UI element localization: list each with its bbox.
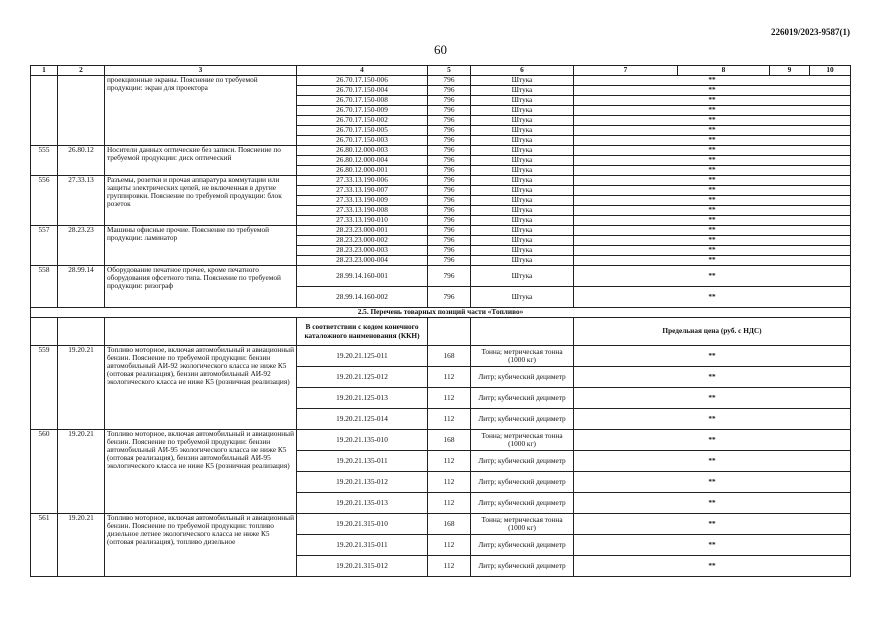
table-row [31,176,851,186]
ktru-code: 28.23.23.000-001 [297,226,428,236]
unit-name: Штука [471,266,574,287]
price-cell: ** [574,226,851,236]
okpd-code: 26.80.12 [58,146,105,176]
item-number: 555 [31,146,58,176]
price-cell: ** [574,126,851,136]
ktru-code: 26.80.12.000-001 [297,166,428,176]
ktru-code: 28.23.23.000-002 [297,236,428,246]
price-cell: ** [574,430,851,451]
unit-name: Штука [471,287,574,308]
ktru-code: 27.33.13.190-008 [297,206,428,216]
price-cell: ** [574,514,851,535]
price-cell: ** [574,136,851,146]
table-row [31,514,851,535]
item-description: Топливо моторное, включая автомобильный и авиационный бензин. Пояснение по требуемой продукции: бензин автомобильный АИ-92 экологического класса не ниже К5 (оптовая реализация), бензин автомобильный АИ-92 экологического класса не ниже К5 (розничная реализация) [105,346,297,430]
okei-code: 168 [428,514,471,535]
ktru-code: 28.99.14.160-002 [297,287,428,308]
page-number: 60 [434,42,447,57]
ktru-code: 19.20.21.315-012 [297,556,428,577]
section-header-row [31,318,851,346]
ktru-code: 27.33.13.190-009 [297,196,428,206]
empty-cell [428,318,471,346]
ktru-code: 19.20.21.135-012 [297,472,428,493]
column-number-row [31,66,851,76]
unit-name: Литр; кубический дециметр [471,472,574,493]
price-cell: ** [574,246,851,256]
okpd-code: 19.20.21 [58,430,105,514]
unit-name: Штука [471,176,574,186]
table-row [31,76,851,86]
empty-cell [105,318,297,346]
price-cell: ** [574,166,851,176]
okei-code: 796 [428,76,471,86]
column-number: 1 [31,66,58,76]
section-title: 2.5. Перечень товарных позиций части «Топливо» [31,308,851,318]
item-description: проекционные экраны. Пояснение по требуемой продукции: экран для проектора [105,76,297,146]
ktru-code: 27.33.13.190-007 [297,186,428,196]
ktru-code: 26.70.17.150-004 [297,86,428,96]
column-number: 2 [58,66,105,76]
empty-cell [471,318,574,346]
table-row [31,226,851,236]
unit-name: Штука [471,206,574,216]
kkn-header: В соответствии с кодом конечного каталожного наименования (ККН) [297,318,428,346]
price-cell: ** [574,236,851,246]
column-number: 7 [574,66,678,76]
empty-cell [58,318,105,346]
okei-code: 796 [428,196,471,206]
unit-name: Штука [471,96,574,106]
item-number: 561 [31,514,58,577]
unit-name: Штука [471,236,574,246]
price-cell: ** [574,186,851,196]
item-description: Машины офисные прочие. Пояснение по требуемой продукции: ламинатор [105,226,297,266]
ktru-code: 27.33.13.190-006 [297,176,428,186]
unit-name: Литр; кубический дециметр [471,367,574,388]
unit-name: Литр; кубический дециметр [471,409,574,430]
item-number: 558 [31,266,58,308]
ktru-code: 26.80.12.000-004 [297,156,428,166]
procurement-table [30,65,851,577]
okei-code: 112 [428,535,471,556]
okei-code: 796 [428,206,471,216]
item-description: Топливо моторное, включая автомобильный и авиационный бензин. Пояснение по требуемой продукции: топливо дизельное летнее экологического класса не ниже К5 (оптовая реализация), топливо дизельное [105,514,297,577]
item-description: Носители данных оптические без записи. Пояснение по требуемой продукции: диск оптический [105,146,297,176]
price-cell: ** [574,96,851,106]
column-number: 3 [105,66,297,76]
unit-name: Штука [471,156,574,166]
ktru-code: 26.80.12.000-003 [297,146,428,156]
price-cell: ** [574,216,851,226]
item-number: 557 [31,226,58,266]
unit-name: Литр; кубический дециметр [471,388,574,409]
ktru-code: 26.70.17.150-005 [297,126,428,136]
okei-code: 112 [428,451,471,472]
item-description: Оборудование печатное прочее, кроме печатного оборудования офсетного типа. Пояснение по требуемой продукции: ризограф [105,266,297,308]
item-number: 560 [31,430,58,514]
price-cell: ** [574,266,851,287]
okei-code: 112 [428,472,471,493]
unit-name: Штука [471,226,574,236]
item-description: Разъемы, розетки и прочая аппаратура коммутации или защиты электрических цепей, не включенная в другие группировки. Пояснение по требуемой продукции: блок розеток [105,176,297,226]
column-number: 6 [471,66,574,76]
item-number [31,76,58,146]
okei-code: 796 [428,226,471,236]
unit-name: Тонна; метрическая тонна (1000 кг) [471,514,574,535]
unit-name: Литр; кубический дециметр [471,451,574,472]
okei-code: 168 [428,346,471,367]
okei-code: 796 [428,156,471,166]
unit-name: Штука [471,126,574,136]
okei-code: 796 [428,146,471,156]
price-cell: ** [574,388,851,409]
price-cell: ** [574,451,851,472]
table-row [31,430,851,451]
okei-code: 112 [428,493,471,514]
okpd-code: 19.20.21 [58,514,105,577]
price-cell: ** [574,196,851,206]
unit-name: Литр; кубический дециметр [471,493,574,514]
price-cell: ** [574,556,851,577]
unit-name: Штука [471,116,574,126]
unit-name: Штука [471,106,574,116]
okpd-code: 19.20.21 [58,346,105,430]
table-body [31,66,851,577]
ktru-code: 26.70.17.150-008 [297,96,428,106]
ktru-code: 26.70.17.150-003 [297,136,428,146]
unit-name: Штука [471,166,574,176]
unit-name: Тонна; метрическая тонна (1000 кг) [471,430,574,451]
ktru-code: 28.99.14.160-001 [297,266,428,287]
document-number: 226019/2023-9587(1) [771,27,850,37]
price-cell: ** [574,409,851,430]
price-cell: ** [574,287,851,308]
okei-code: 796 [428,166,471,176]
okei-code: 796 [428,216,471,226]
column-number: 4 [297,66,428,76]
okei-code: 796 [428,256,471,266]
price-cell: ** [574,472,851,493]
ktru-code: 26.70.17.150-006 [297,76,428,86]
ktru-code: 26.70.17.150-002 [297,116,428,126]
price-cell: ** [574,176,851,186]
price-cell: ** [574,535,851,556]
unit-name: Литр; кубический дециметр [471,535,574,556]
unit-name: Штука [471,256,574,266]
column-number: 10 [810,66,851,76]
okei-code: 796 [428,287,471,308]
ktru-code: 19.20.21.125-012 [297,367,428,388]
okei-code: 796 [428,136,471,146]
price-cell: ** [574,76,851,86]
ktru-code: 19.20.21.135-013 [297,493,428,514]
unit-name: Тонна; метрическая тонна (1000 кг) [471,346,574,367]
unit-name: Штука [471,86,574,96]
okei-code: 796 [428,86,471,96]
unit-name: Литр; кубический дециметр [471,556,574,577]
okpd-code: 28.99.14 [58,266,105,308]
price-cell: ** [574,346,851,367]
empty-cell [31,318,58,346]
price-cell: ** [574,146,851,156]
unit-name: Штука [471,186,574,196]
unit-name: Штука [471,136,574,146]
price-cell: ** [574,493,851,514]
ktru-code: 19.20.21.125-014 [297,409,428,430]
ktru-code: 26.70.17.150-009 [297,106,428,116]
table-row [31,346,851,367]
item-description: Топливо моторное, включая автомобильный и авиационный бензин. Пояснение по требуемой продукции: бензин автомобильный АИ-95 экологического класса не ниже К5 (оптовая реализация), бензин автомобильный АИ-95 экологического класса не ниже К5 (розничная реализация) [105,430,297,514]
unit-name: Штука [471,216,574,226]
okei-code: 796 [428,116,471,126]
ktru-code: 27.33.13.190-010 [297,216,428,226]
price-cell: ** [574,116,851,126]
column-number: 9 [770,66,810,76]
ktru-code: 28.23.23.000-003 [297,246,428,256]
table-row [31,146,851,156]
okei-code: 796 [428,176,471,186]
okei-code: 796 [428,106,471,116]
column-number: 8 [678,66,770,76]
price-cell: ** [574,106,851,116]
price-cell: ** [574,206,851,216]
price-cell: ** [574,256,851,266]
section-title-row [31,308,851,318]
okei-code: 112 [428,367,471,388]
unit-name: Штука [471,146,574,156]
item-number: 556 [31,176,58,226]
ktru-code: 19.20.21.125-011 [297,346,428,367]
price-cell: ** [574,156,851,166]
price-cell: ** [574,367,851,388]
ktru-code: 19.20.21.315-010 [297,514,428,535]
price-header: Предельная цена (руб. с НДС) [574,318,851,346]
ktru-code: 19.20.21.135-010 [297,430,428,451]
okpd-code: 27.33.13 [58,176,105,226]
okpd-code [58,76,105,146]
ktru-code: 19.20.21.315-011 [297,535,428,556]
ktru-code: 19.20.21.125-013 [297,388,428,409]
unit-name: Штука [471,246,574,256]
okpd-code: 28.23.23 [58,226,105,266]
okei-code: 112 [428,388,471,409]
column-number: 5 [428,66,471,76]
okei-code: 796 [428,96,471,106]
okei-code: 796 [428,126,471,136]
price-cell: ** [574,86,851,96]
ktru-code: 28.23.23.000-004 [297,256,428,266]
okei-code: 168 [428,430,471,451]
okei-code: 112 [428,409,471,430]
okei-code: 796 [428,246,471,256]
item-number: 559 [31,346,58,430]
ktru-code: 19.20.21.135-011 [297,451,428,472]
okei-code: 796 [428,236,471,246]
okei-code: 796 [428,186,471,196]
okei-code: 112 [428,556,471,577]
unit-name: Штука [471,196,574,206]
unit-name: Штука [471,76,574,86]
table-row [31,266,851,287]
okei-code: 796 [428,266,471,287]
